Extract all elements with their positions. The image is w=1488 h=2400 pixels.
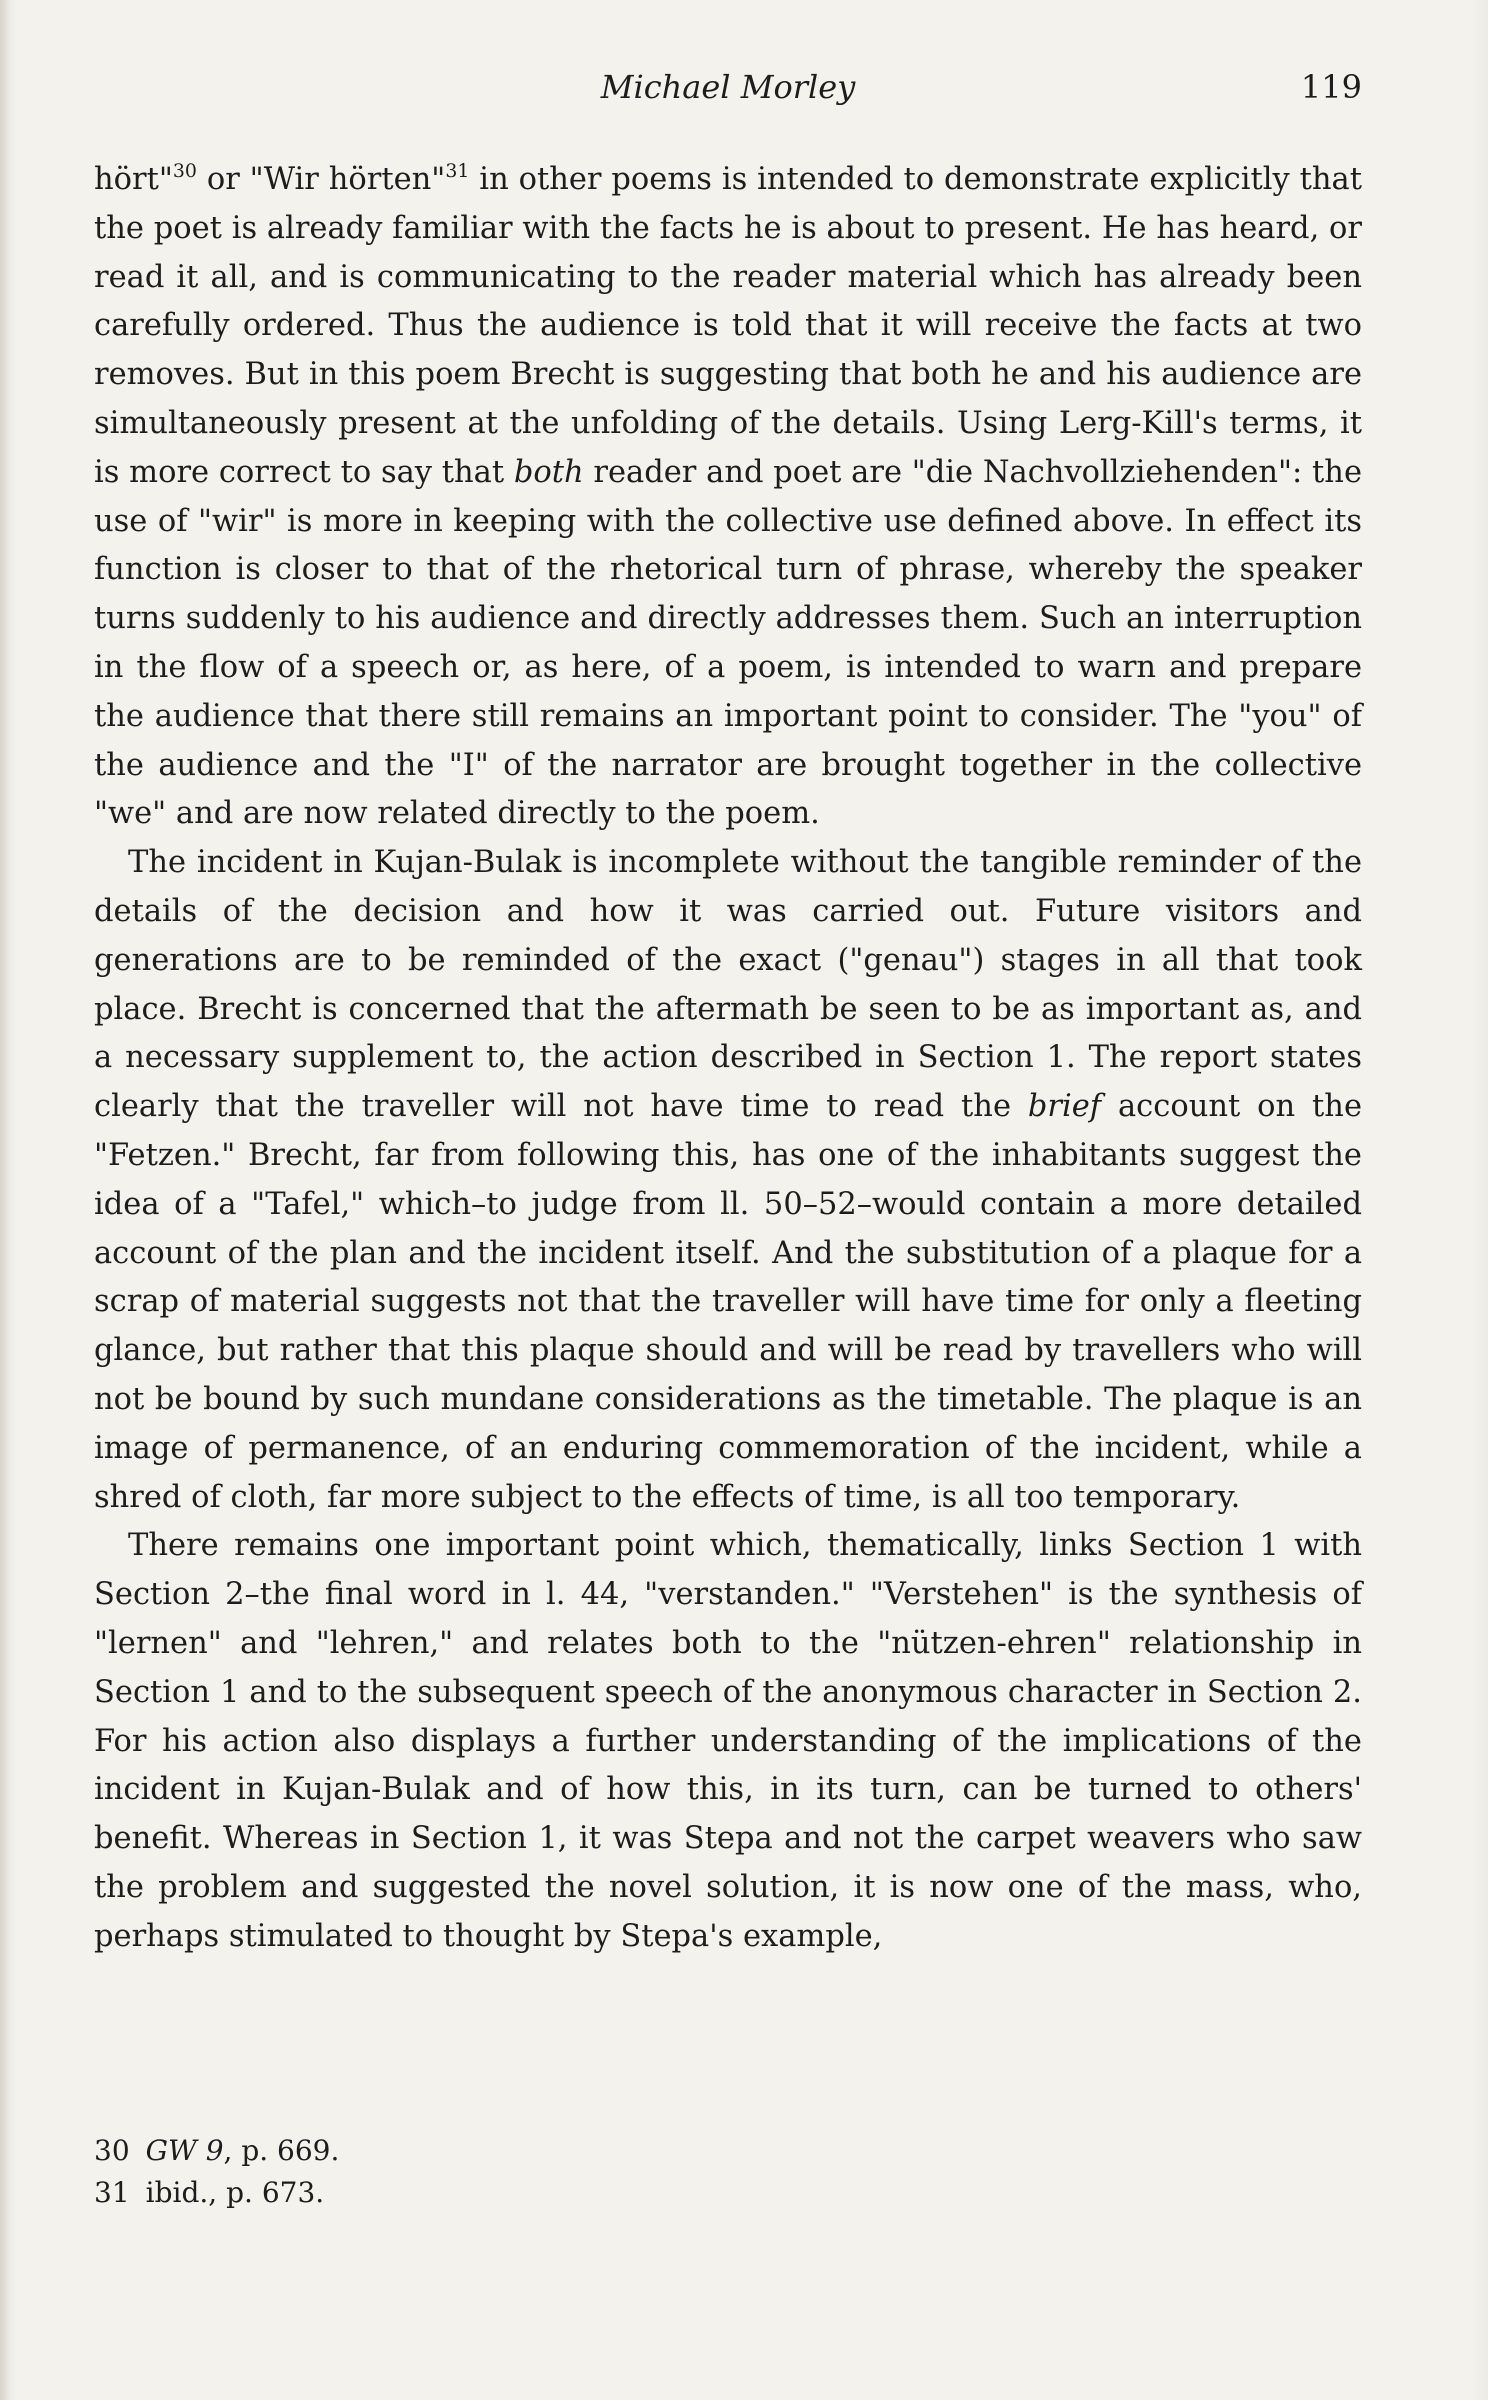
running-head: Michael Morley <box>600 68 856 106</box>
footnotes <box>94 2130 1362 2214</box>
footnote-number: 30 <box>94 2134 130 2167</box>
paragraph-1 <box>94 156 1362 839</box>
paragraph-2-text: account on the "Fetzen." Brecht, far from following this, has one of the inhabitants suggest the idea of a "Tafel," which–to judge from ll. 50–52–would contain a more detailed account of the plan and the incident itself. And the substitution of a plaque for a scrap of material suggests not that the traveller will have time for only a fleeting glance, but rather that this plaque should and will be read by travellers who will not be bound by such mundane considerations as the timetable. The plaque is an image of permanence, of an enduring commemoration of the incident, while a shred of cloth, far more subject to the effects of time, is all too temporary. <box>94 1089 1363 1515</box>
footnote-31 <box>94 2172 1362 2214</box>
body-text <box>94 156 1362 1961</box>
footnote-number: 31 <box>94 2176 130 2209</box>
emphasis-both: both <box>513 454 584 490</box>
paragraph-3: There remains one important point which, thematically, links Section 1 with Section 2–the final word in l. 44, "verstanden." "Verstehen" is the synthesis of "lernen" and "lehren," and relates both to the "nützen-ehren" relationship in Section 1 and to the subsequent speech of the anonymous character in Section 2. For his action also displays a further understanding of the implications of the incident in Kujan-Bulak and of how this, in its turn, can be turned to others' benefit. Whereas in Section 1, it was Stepa and not the carpet weavers who saw the problem and suggested the novel solution, it is now one of the mass, who, perhaps stimulated to thought by Stepa's example, <box>94 1528 1362 1954</box>
emphasis-brief: brief <box>1027 1089 1102 1125</box>
footnote-source: GW 9 <box>145 2134 224 2167</box>
paragraph-2 <box>94 839 1362 1522</box>
paragraph-1-text: or "Wir hörten" <box>196 162 446 197</box>
paragraph-1-text: hört" <box>94 162 173 197</box>
page-spine-shadow <box>0 0 10 2400</box>
footnote-30 <box>94 2130 1362 2172</box>
footnote-ref-31: 31 <box>445 159 470 182</box>
paragraph-1-text: in other poems is intended to demonstrate explicitly that the poet is already familiar with the facts he is about to present. He has heard, or read it all, and is communicating to the reader material which has already been carefully ordered. Thus the audience is told that it will receive the facts at two removes. But in this poem Brecht is suggesting that both he and his audience are simultaneously present at the unfolding of the details. Using Lerg-Kill's terms, it is more correct to say that <box>94 162 1362 490</box>
page-number: 119 <box>1300 68 1362 106</box>
paragraph-2-text: The incident in Kujan-Bulak is incomplete without the tangible reminder of the details of the decision and how it was carried out. Future visitors and generations are to be reminded of the exact ("genau") stages in all that took place. Brecht is concerned that the aftermath be seen to be as important as, and a necessary supplement to, the action described in Section 1. The report states clearly that the traveller will not have time to read the <box>94 845 1362 1125</box>
page-header <box>94 62 1362 112</box>
footnote-text: ibid., p. 673. <box>145 2176 325 2209</box>
footnote-text: , p. 669. <box>223 2134 340 2167</box>
paragraph-1-text: reader and poet are "die Nachvollziehenden": the use of "wir" is more in keeping with the collective use defined above. In effect its function is closer to that of the rhetorical turn of phrase, whereby the speaker turns suddenly to his audience and directly addresses them. Such an interruption in the flow of a speech or, as here, of a poem, is intended to warn and prepare the audience that there still remains an important point to consider. The "you" of the audience and the "I" of the narrator are brought together in the collective "we" and are now related directly to the poem. <box>94 454 1362 832</box>
footnote-ref-30: 30 <box>172 159 197 182</box>
